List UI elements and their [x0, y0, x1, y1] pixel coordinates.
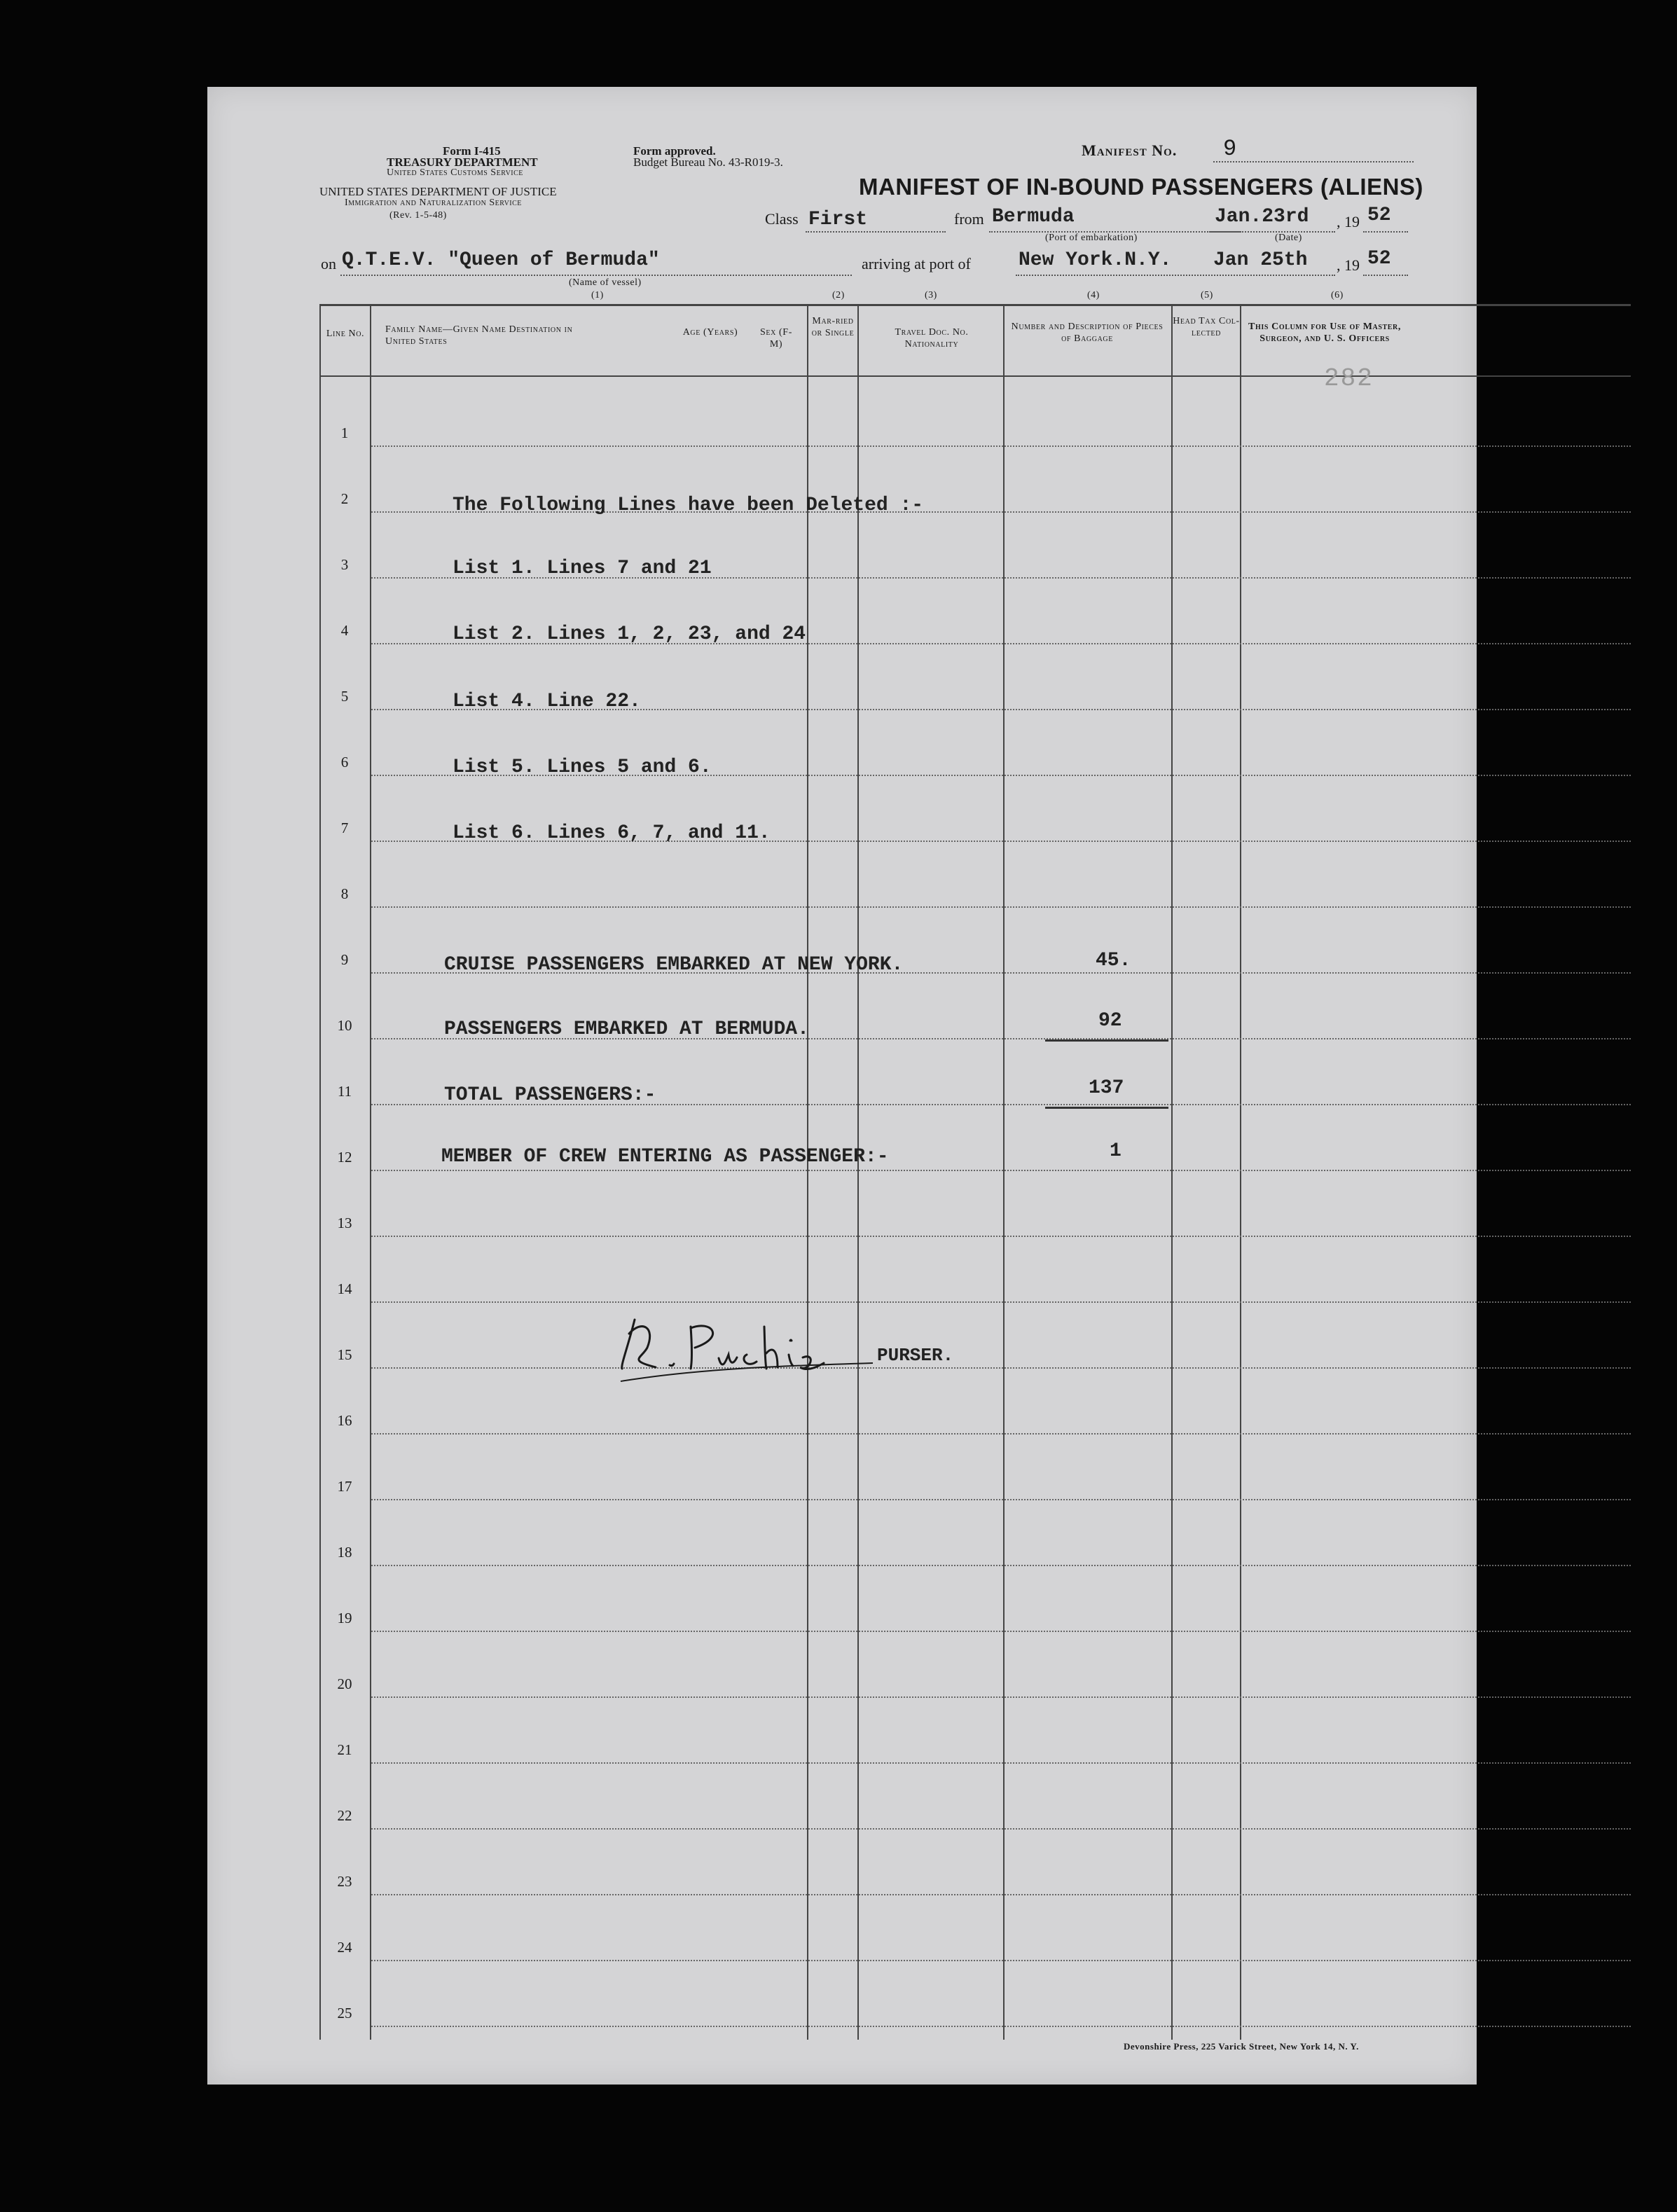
row-number: 16 [337, 1412, 352, 1429]
header-officers: This Column for Use of Master, Surgeon, and U. S. Officers [1248, 322, 1401, 344]
row-number: 24 [337, 1939, 352, 1956]
arrival-year-underline [1363, 275, 1408, 276]
arrival-date: Jan 25th [1213, 249, 1308, 271]
cruise-passengers-label: CRUISE PASSENGERS EMBARKED AT NEW YORK. [444, 954, 904, 976]
col-divider-travel [1003, 304, 1005, 2040]
department: TREASURY DEPARTMENT [387, 155, 538, 169]
col-num-4: (4) [1087, 290, 1100, 300]
purser-label: PURSER. [877, 1345, 954, 1366]
col-divider-headtax [1240, 304, 1241, 2040]
class-underline [806, 231, 946, 233]
year-prefix: , 19 [1337, 213, 1360, 230]
purser-signature [614, 1299, 880, 1393]
row-rule [371, 1631, 1631, 1632]
header-name: Family Name—Given Name Destination in United States [385, 324, 573, 347]
stamp-number: 282 [1324, 364, 1374, 393]
row-number: 4 [340, 622, 349, 639]
header-married: Mar-ried or Single [811, 316, 855, 338]
row-rule [371, 1236, 1631, 1237]
row-number: 19 [337, 1610, 352, 1626]
row-rule [371, 445, 1631, 447]
col-divider-name [807, 304, 808, 2040]
departure-date: Jan.23rd [1215, 206, 1309, 228]
justice-department: UNITED STATES DEPARTMENT OF JUSTICE [319, 185, 557, 198]
row-number: 9 [340, 951, 349, 968]
header-age: Age (Years) [682, 327, 738, 338]
header-baggage: Number and Description of Pieces of Baggage [1011, 322, 1164, 344]
table-left-border [319, 304, 321, 2040]
col-divider-married [857, 304, 859, 2040]
row-number: 5 [340, 688, 349, 705]
table-top-border [319, 304, 1631, 306]
crew-passenger-count: 1 [1110, 1140, 1122, 1162]
col-num-6: (6) [1331, 290, 1344, 300]
row-number: 14 [337, 1280, 352, 1297]
row-number: 15 [337, 1346, 352, 1363]
row-number: 22 [337, 1807, 352, 1824]
row-number: 1 [340, 424, 349, 441]
arrival-port: New York.N.Y. [1019, 249, 1172, 271]
deleted-list-2: List 2. Lines 1, 2, 23, and 24 [453, 623, 806, 645]
vessel-underline [340, 275, 852, 276]
row-rule [371, 906, 1631, 908]
revision: (Rev. 1-5-48) [389, 210, 447, 221]
row-number: 12 [337, 1149, 352, 1166]
col-num-5: (5) [1201, 290, 1213, 300]
row-rule [371, 1762, 1631, 1764]
row-number: 10 [337, 1017, 352, 1034]
row-number: 6 [340, 754, 349, 770]
on-label: on [321, 255, 336, 272]
printer-imprint: Devonshire Press, 225 Varick Street, New York 14, N. Y. [1124, 2041, 1359, 2052]
col-num-3: (3) [925, 290, 937, 300]
manifest-number-label: Manifest No. [1082, 141, 1178, 159]
row-rule [371, 1828, 1631, 1830]
date-underline [1209, 231, 1335, 233]
manifest-number: 9 [1223, 136, 1237, 162]
row-rule [371, 1499, 1631, 1500]
from-value: Bermuda [992, 206, 1075, 228]
deleted-list-6: List 6. Lines 6, 7, and 11. [453, 822, 771, 844]
col-divider-baggage [1171, 304, 1173, 2040]
row-rule [371, 1170, 1631, 1171]
form-number: Form I-415 [443, 144, 501, 158]
deleted-list-4: List 4. Line 22. [453, 691, 641, 712]
row-rule [371, 1565, 1631, 1566]
ins-service: Immigration and Naturalization Service [345, 198, 522, 208]
manifest-title: MANIFEST OF IN-BOUND PASSENGERS (ALIENS) [859, 174, 1423, 200]
sum-rule [1045, 1039, 1168, 1042]
row-number: 7 [340, 820, 349, 836]
row-rule [371, 1894, 1631, 1895]
row-number: 21 [337, 1741, 352, 1758]
manifest-page [207, 87, 1477, 2085]
row-number: 2 [340, 490, 349, 507]
customs-service: United States Customs Service [387, 167, 523, 178]
budget-bureau: Budget Bureau No. 43-R019-3. [633, 155, 783, 169]
vessel-caption: (Name of vessel) [569, 277, 642, 288]
row-rule [371, 1960, 1631, 1961]
row-rule [371, 1433, 1631, 1435]
col-num-1: (1) [591, 290, 604, 300]
row-number: 3 [340, 556, 349, 573]
header-sex: Sex (F-M) [760, 327, 792, 350]
from-label: from [954, 210, 984, 228]
header-travel-doc: Travel Doc. No. Nationality [895, 327, 969, 350]
departure-year: 52 [1367, 205, 1391, 226]
arriving-label: arriving at port of [862, 255, 971, 272]
deleted-lines-header: The Following Lines have been Deleted :- [453, 495, 924, 516]
row-rule [371, 1301, 1631, 1303]
row-number: 25 [337, 2005, 352, 2021]
form-approved: Form approved. [633, 144, 716, 158]
col-divider-line [370, 304, 371, 2040]
arrival-underline [1016, 275, 1335, 276]
manifest-number-underline [1213, 161, 1414, 163]
deleted-list-1: List 1. Lines 7 and 21 [453, 558, 712, 579]
year-prefix-2: , 19 [1337, 256, 1360, 274]
bermuda-passengers-count: 92 [1098, 1010, 1122, 1032]
row-number: 8 [340, 885, 349, 902]
class-value: First [808, 209, 868, 230]
date-caption: (Date) [1275, 233, 1302, 243]
col-num-2: (2) [832, 290, 845, 300]
vessel-name: Q.T.E.V. "Queen of Bermuda" [342, 249, 660, 271]
total-rule [1045, 1107, 1168, 1109]
row-number: 11 [337, 1083, 352, 1100]
row-rule [371, 1367, 1631, 1369]
row-rule [371, 2026, 1631, 2027]
row-number: 18 [337, 1544, 352, 1561]
arrival-year: 52 [1367, 248, 1391, 270]
row-rule [371, 1696, 1631, 1698]
row-number: 17 [337, 1478, 352, 1495]
total-passengers-label: TOTAL PASSENGERS:- [444, 1084, 656, 1106]
total-passengers-count: 137 [1089, 1077, 1124, 1099]
header-head-tax: Head Tax Col-lected [1173, 316, 1240, 338]
cruise-passengers-count: 45. [1096, 950, 1131, 972]
row-number: 20 [337, 1675, 352, 1692]
row-number: 13 [337, 1215, 352, 1231]
port-caption: (Port of embarkation) [1045, 233, 1138, 243]
crew-passenger-label: MEMBER OF CREW ENTERING AS PASSENGER:- [441, 1146, 889, 1168]
bermuda-passengers-label: PASSENGERS EMBARKED AT BERMUDA. [444, 1018, 809, 1040]
year-underline [1363, 231, 1408, 233]
row-number: 23 [337, 1873, 352, 1890]
header-line-no: Line No. [326, 329, 365, 339]
deleted-list-5: List 5. Lines 5 and 6. [453, 756, 712, 778]
header-bottom-rule [319, 375, 1631, 377]
class-label: Class [765, 210, 799, 228]
